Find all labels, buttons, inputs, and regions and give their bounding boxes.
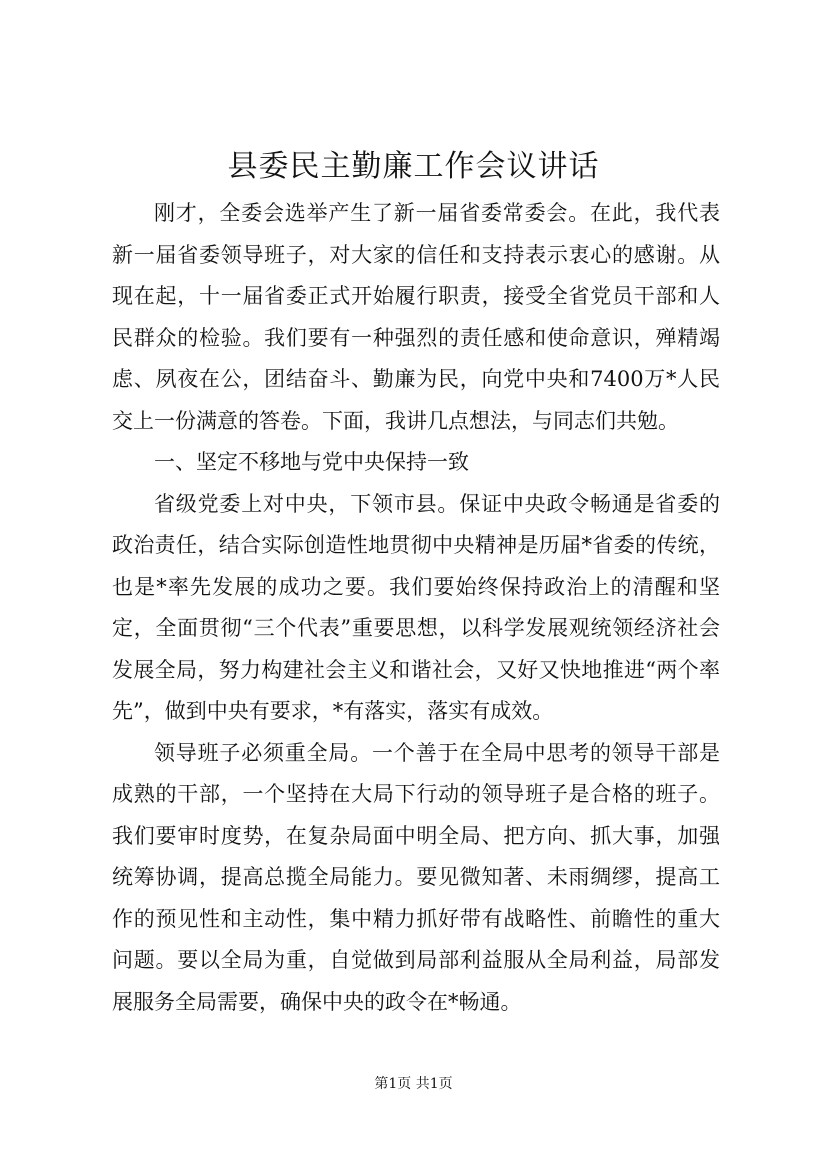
paragraph-leadership-overall: 领导班子必须重全局。一个善于在全局中思考的领导干部是成熟的干部，一个坚持在大局下行动的领导班子是合格的班子。我们要审时度势，在复杂局面中明全局、把方向、抓大事，加强统筹协调，提高总揽全局能力。要见微知著、未雨绸缪，提高工作的预见性和主动性，集中精力抓好带有战略性、前瞻性的重大问题。要以全局为重，自觉做到局部利益服从全局利益，局部发展服务全局需要，确保中央的政令在*畅通。 — [112, 740, 720, 1014]
section-heading-1: 一、坚定不移地与党中央保持一致 — [154, 450, 469, 474]
document-body — [112, 193, 720, 1023]
page-footer: 第1页 共1页 — [374, 1076, 453, 1092]
paragraph-provincial-committee: 省级党委上对中央，下领市县。保证中央政令畅通是省委的政治责任，结合实际创造性地贯彻中央精神是历届*省委的传统，也是*率先发展的成功之要。我们要始终保持政治上的清醒和坚定，全面贯彻“三个代表”重要思想，以科学发展观统领经济社会发展全局，努力构建社会主义和谐社会，又好又快地推进“两个率先”，做到中央有要求，*有落实，落实有成效。 — [112, 491, 720, 723]
document-title: 县委民主勤廉工作会议讲话 — [227, 149, 600, 184]
paragraph-intro: 刚才，全委会选举产生了新一届省委常委会。在此，我代表新一届省委领导班子，对大家的信任和支持表示衷心的感谢。从现在起，十一届省委正式开始履行职责，接受全省党员干部和人民群众的检验。我们要有一种强烈的责任感和使命意识，殚精竭虑、夙夜在公，团结奋斗、勤廉为民，向党中央和7400万*人民交上一份满意的答卷。下面，我讲几点想法，与同志们共勉。 — [112, 201, 720, 433]
